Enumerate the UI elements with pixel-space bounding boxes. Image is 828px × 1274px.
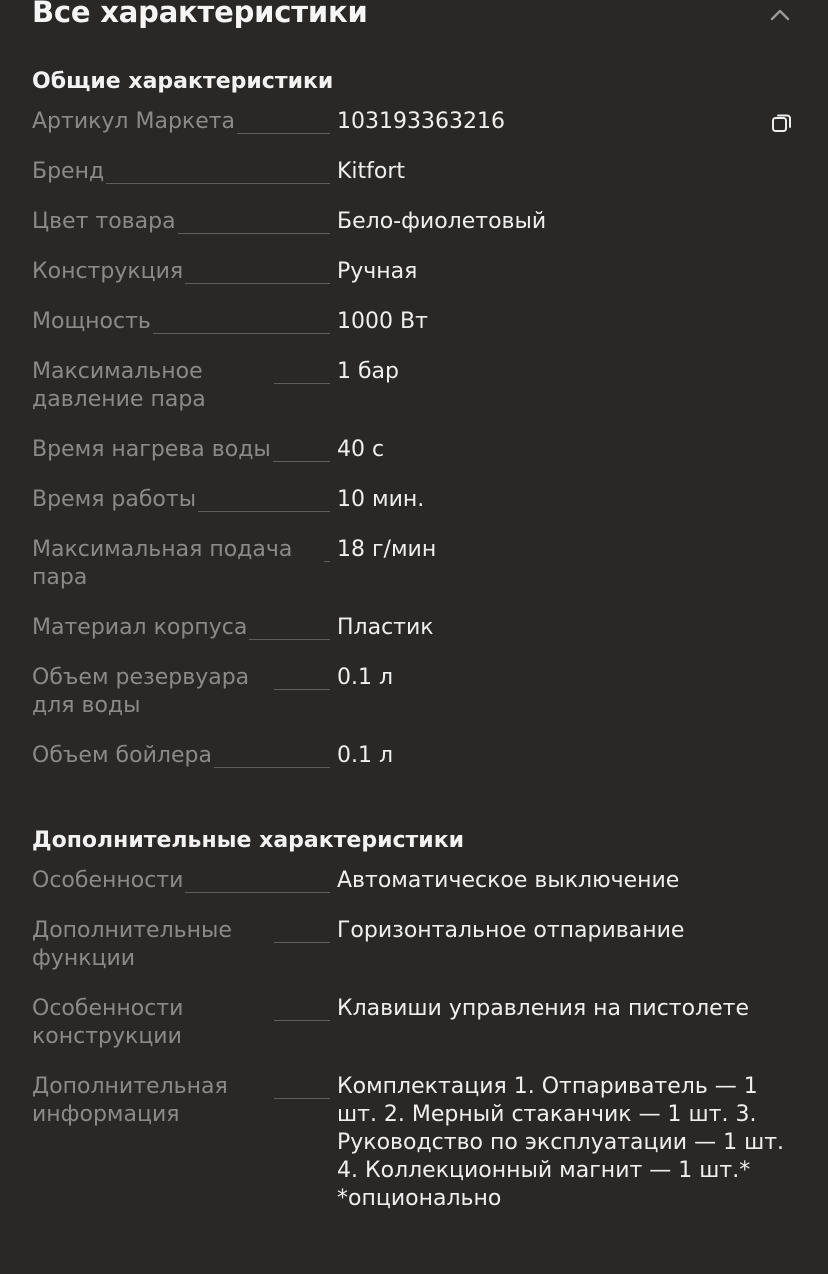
spec-label: Максимальная подача пара: [32, 536, 324, 592]
section-title: Дополнительные характеристики: [32, 828, 465, 853]
spec-row-color: [32, 208, 796, 258]
collapse-button[interactable]: [762, 0, 798, 30]
spec-value: Ручная: [337, 259, 418, 284]
spec-label: Объем бойлера: [32, 743, 212, 768]
spec-row-steam-rate: [32, 536, 796, 614]
spec-value: Клавиши управления на пистолете: [337, 996, 750, 1021]
spec-value: 10 мин.: [337, 487, 425, 512]
spec-label: Особенности: [32, 868, 184, 893]
spec-row-heat-time: [32, 436, 796, 486]
spec-value: 40 с: [337, 437, 385, 462]
spec-label: Бренд: [32, 159, 105, 184]
spec-row-construction: [32, 258, 796, 308]
spec-label: Время нагрева воды: [32, 437, 271, 462]
chevron-up-icon: [770, 9, 790, 21]
spec-value: 1000 Вт: [337, 309, 428, 334]
spec-row-work-time: [32, 486, 796, 536]
spec-label: Материал корпуса: [32, 615, 248, 640]
spec-row-body-material: [32, 614, 796, 664]
spec-label: Особенности конструкции: [32, 995, 274, 1051]
general-specs-section: [32, 66, 796, 792]
section-title: Общие характеристики: [32, 69, 334, 94]
spec-value: 18 г/мин: [337, 537, 437, 562]
spec-value: 0.1 л: [337, 665, 394, 690]
spec-label: Цвет товара: [32, 209, 176, 234]
page-title: Все характеристики: [32, 0, 368, 29]
spec-value: Kitfort: [337, 159, 406, 184]
spec-row-extra-info: [32, 1073, 796, 1235]
spec-label: Дополнительные функции: [32, 917, 274, 973]
spec-row-max-pressure: [32, 358, 796, 436]
spec-label: Мощность: [32, 309, 151, 334]
spec-row-boiler-volume: [32, 742, 796, 792]
spec-value: Горизонтальное отпаривание: [337, 918, 685, 943]
spec-label: Артикул Маркета: [32, 109, 236, 134]
spec-row-power: [32, 308, 796, 358]
spec-row-extra-functions: [32, 917, 796, 995]
copy-icon: [771, 112, 793, 134]
copy-button[interactable]: [769, 110, 795, 136]
spec-row-tank-volume: [32, 664, 796, 742]
additional-specs-section: [32, 825, 796, 1235]
spec-label: Время работы: [32, 487, 197, 512]
specs-header: [32, 0, 796, 66]
spec-row-features: [32, 867, 796, 917]
spec-value: Бело-фиолетовый: [337, 209, 547, 234]
spec-label: Конструкция: [32, 259, 184, 284]
spec-value: Автоматическое выключение: [337, 868, 680, 893]
spec-label: Максимальное давление пара: [32, 358, 274, 414]
spec-value: Комплектация 1. Отпариватель — 1 шт. 2. Мерный стаканчик — 1 шт. 3. Руководство по эксплуатации — 1 шт. 4. Коллекционный магнит — 1 шт.* *опционально: [337, 1074, 785, 1211]
spec-label: Дополнительная информация: [32, 1073, 274, 1129]
spec-row-brand: [32, 158, 796, 208]
spec-row-article: [32, 108, 796, 158]
spec-label: Объем резервуара для воды: [32, 664, 274, 720]
spec-value: 103193363216: [337, 109, 505, 134]
spec-value: 1 бар: [337, 359, 400, 384]
spec-row-construction-features: [32, 995, 796, 1073]
spec-value: Пластик: [337, 615, 434, 640]
spec-value: 0.1 л: [337, 743, 394, 768]
